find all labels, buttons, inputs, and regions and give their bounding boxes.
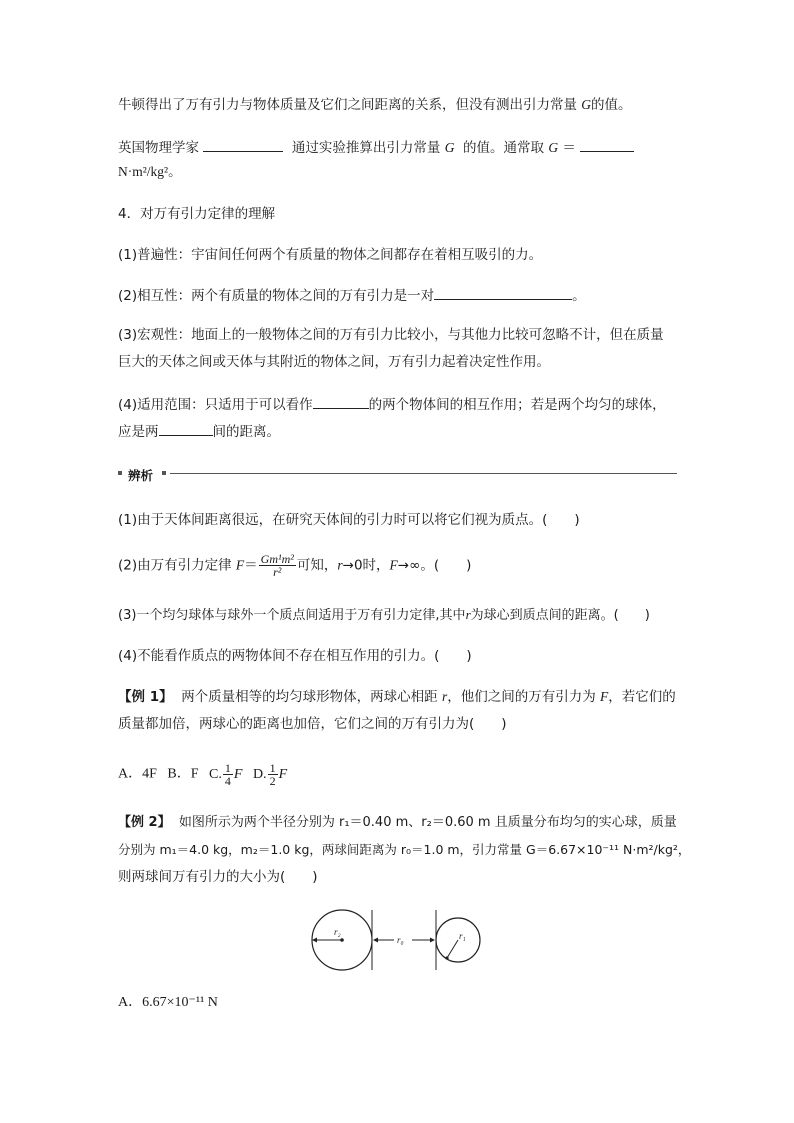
section-4-item-3-line-1 (118, 325, 664, 345)
item-text: 间的距离。 (212, 424, 280, 440)
example-2-line-3 (118, 867, 318, 887)
radius-r1-line (447, 940, 458, 958)
intro-line-1 (118, 95, 632, 115)
option-C-label: C. (209, 766, 222, 782)
question-text: (4)不能看作质点的两物体间不存在相互作用的引力。( ) (118, 648, 472, 664)
item-text: 应是两 (118, 424, 159, 440)
section-4-item-4-line-2 (118, 421, 280, 442)
distance-arrow-right (430, 938, 435, 943)
label-r2: r₂ (334, 927, 341, 937)
example-text: 则两球间万有引力的大小为( ) (118, 869, 318, 885)
answer-blank-sphere-center[interactable] (159, 421, 213, 436)
item-text: (3)宏观性：地面上的一般物体之间的万有引力比较小，与其他力比较可忽略不计，但在质量 (118, 327, 664, 343)
question-text: →0时， (342, 557, 390, 574)
analysis-question-4 (118, 646, 472, 666)
example-1-line-1 (118, 687, 676, 707)
heading-text: 4．对万有引力定律的理解 (118, 206, 276, 222)
radius-r2-arrow (312, 938, 317, 943)
symbol-r: r (441, 689, 448, 704)
example-text: ，若它们的 (608, 689, 676, 705)
section-4-item-2 (118, 285, 586, 306)
question-text: (3)一个均匀球体与球外一个质点间适用于万有引力定律,其中 (118, 608, 466, 623)
item-text: (2)相互性：两个有质量的物体之间的万有引力是一对 (118, 288, 435, 304)
divider-dot (118, 471, 122, 475)
equals-sign: ＝ (244, 557, 258, 574)
symbol-G: G (444, 140, 455, 155)
option-D[interactable] (252, 761, 288, 788)
example-2-line-1 (118, 813, 677, 833)
fraction-numerator: 1 (224, 761, 231, 775)
example-text: 质量都加倍，两球心的距离也加倍，它们之间的万有引力为( ) (118, 716, 507, 732)
intro-text-end: 的值。 (591, 97, 632, 113)
example-text: ，他们之间的万有引力为 (447, 689, 596, 705)
intro-text-c: 的值。通常取 (463, 140, 545, 156)
item-text: 巨大的天体之间或天体与其附近的物体之间，万有引力起着决定性作用。 (118, 354, 550, 370)
symbol-F: F (235, 557, 245, 573)
fraction-denominator: 4 (224, 774, 231, 788)
question-text: 可知， (296, 557, 338, 574)
example-2-line-2 (118, 840, 690, 860)
symbol-r: r (465, 607, 471, 622)
option-C-fraction (223, 762, 233, 787)
symbol-G: G (548, 140, 559, 155)
option-D-label: D. (252, 766, 267, 782)
radius-r1-dot (445, 956, 448, 959)
intro-text-a: 英国物理学家 (118, 140, 199, 156)
intro-text: 牛顿得出了万有引力与物体质量及它们之间距离的关系，但没有测出引力常量 (118, 97, 577, 113)
two-spheres-figure (300, 905, 500, 975)
fraction-numerator: 1 (269, 761, 276, 775)
fraction-numerator: Gm¹m² (260, 552, 294, 566)
question-text: (1)由于天体间距离很远，在研究天体间的引力时可以将它们视为质点。( ) (118, 512, 580, 528)
example-text: 分别为 m₁＝4.0 kg，m₂＝1.0 kg，两球间距离为 r₀＝1.0 m，引力常量 G＝6.67×10⁻¹¹ N·m²/kg²， (118, 842, 691, 857)
analysis-question-1 (118, 510, 580, 530)
symbol-F: F (600, 689, 609, 704)
question-text: 为球心到质点间的距离。( ) (470, 608, 650, 623)
section-4-item-1 (118, 245, 542, 265)
example-2-option-A[interactable] (118, 993, 218, 1013)
answer-blank-particle[interactable] (313, 394, 369, 409)
distance-arrow-left (373, 938, 378, 943)
answer-blank-G-value[interactable] (580, 137, 634, 152)
question-text: (2)由万有引力定律 (118, 557, 232, 574)
symbol-G: G (581, 97, 592, 112)
intro-line-3 (118, 162, 182, 182)
intro-line-2 (118, 137, 634, 158)
example-tag: 【例 1】 (118, 689, 173, 705)
option-B[interactable]: B．F (167, 766, 199, 782)
example-text: 如图所示为两个半径分别为 r₁＝0.40 m、r₂＝0.60 m 且质量分布均匀的实心球，质量 (178, 815, 677, 830)
item-text: (1)普遍性：宇宙间任何两个有质量的物体之间都存在着相互吸引的力。 (118, 247, 543, 263)
answer-blank-physicist[interactable] (203, 137, 283, 152)
item-text-end: 。 (572, 288, 586, 304)
example-text: 两个质量相等的均匀球形物体，两球心相距 (181, 689, 438, 705)
example-1-line-2 (118, 714, 507, 734)
answer-blank-force-pair[interactable] (434, 285, 572, 300)
divider-dot (162, 471, 166, 475)
option-A-text: A．6.67×10⁻¹¹ N (118, 995, 218, 1010)
section-4-item-4-line-1 (118, 394, 666, 415)
item-text: 的两个物体间的相互作用；若是两个均匀的球体， (368, 397, 666, 413)
equals-sign: ＝ (562, 140, 576, 156)
option-D-fraction (268, 762, 278, 787)
question-text: →∞。( ) (397, 557, 472, 574)
analysis-label: 辨析 (128, 468, 154, 483)
label-r0: r₀ (397, 935, 404, 945)
section-4-item-3-line-2 (118, 352, 550, 372)
analysis-question-3 (118, 605, 650, 626)
intro-text-b: 通过实验推算出引力常量 (291, 140, 441, 156)
analysis-question-2 (118, 553, 471, 578)
symbol-F: F (389, 557, 398, 573)
symbol-r: r (337, 557, 343, 573)
unit-text: N·m²/kg²。 (118, 164, 182, 179)
section-4-heading (118, 204, 275, 224)
divider-rule (170, 473, 677, 474)
example-1-options (118, 762, 287, 787)
symbol-F: F (278, 766, 288, 782)
fraction-denominator: 2 (269, 774, 276, 788)
symbol-F: F (233, 766, 243, 782)
label-r1: r₁ (459, 931, 466, 941)
example-tag: 【例 2】 (118, 815, 171, 830)
gravity-fraction (259, 553, 296, 578)
option-C[interactable] (209, 761, 243, 788)
fraction-denominator: r² (273, 565, 282, 579)
option-A[interactable]: A．4F (118, 766, 157, 782)
item-text: (4)适用范围：只适用于可以看作 (118, 397, 313, 413)
